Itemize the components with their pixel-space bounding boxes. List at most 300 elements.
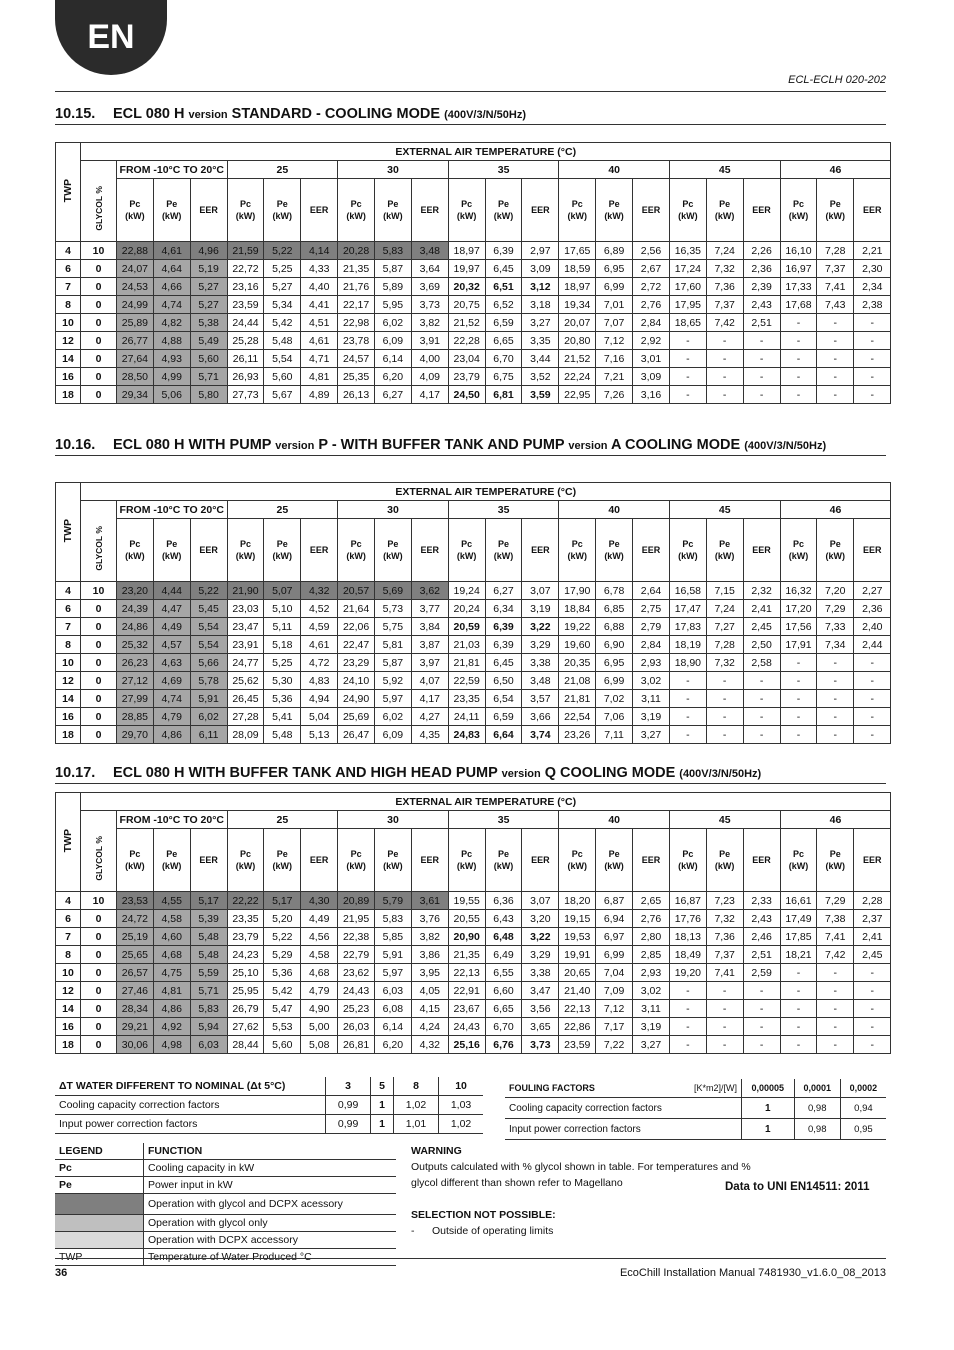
data-cell: 3,73	[522, 1036, 559, 1054]
data-cell: 3,84	[411, 618, 448, 636]
data-cell: 5,36	[264, 690, 301, 708]
data-cell: 4,81	[301, 368, 338, 386]
data-cell: 5,22	[190, 582, 227, 600]
data-cell: -	[854, 1018, 891, 1036]
data-cell: -	[854, 982, 891, 1000]
data-cell: 5,34	[264, 296, 301, 314]
data-cell: 5,27	[264, 278, 301, 296]
data-cell: 6,02	[190, 708, 227, 726]
data-cell: 5,11	[264, 618, 301, 636]
data-cell: -	[780, 654, 817, 672]
data-cell: 6,99	[596, 946, 633, 964]
pc-header	[117, 519, 154, 582]
data-cell: -	[706, 672, 743, 690]
unit-label: (kW)	[567, 211, 588, 221]
glycol-value: 10	[81, 892, 117, 910]
dt-cell: 1,02	[393, 1096, 438, 1115]
unit-label: (kW)	[788, 211, 809, 221]
data-cell: 18,97	[559, 278, 596, 296]
dt-header-3: 3	[326, 1077, 371, 1096]
data-cell: 24,83	[448, 726, 485, 744]
twp-value: 14	[56, 1000, 81, 1018]
glycol-value: 0	[81, 910, 117, 928]
data-cell: -	[854, 654, 891, 672]
external-air-header: EXTERNAL AIR TEMPERATURE (°C)	[81, 483, 891, 501]
data-cell: 20,28	[338, 242, 375, 260]
data-cell: 2,85	[632, 946, 669, 964]
data-cell: 5,75	[374, 618, 411, 636]
data-cell: 4,59	[301, 618, 338, 636]
data-row	[56, 368, 891, 386]
data-cell: -	[780, 386, 817, 404]
data-row	[56, 1018, 891, 1036]
temp-header: 40	[559, 501, 670, 519]
data-cell: 6,11	[190, 726, 227, 744]
pe-label: Pe	[497, 539, 509, 549]
temp-header: 25	[227, 811, 338, 829]
data-cell: 2,45	[854, 946, 891, 964]
data-cell: 3,38	[522, 964, 559, 982]
data-cell: -	[780, 1000, 817, 1018]
twp-label: TWP	[62, 828, 74, 853]
pe-header	[485, 829, 522, 892]
pe-label: Pe	[829, 539, 841, 549]
data-cell: 2,92	[632, 332, 669, 350]
unit-label: (kW)	[825, 211, 845, 221]
data-cell: 22,79	[338, 946, 375, 964]
fouling-cell: 0,98	[794, 1098, 840, 1119]
pc-label: Pc	[792, 199, 804, 209]
eer-header: EER	[522, 179, 559, 242]
data-cell: 18,13	[669, 928, 706, 946]
pe-header	[706, 179, 743, 242]
eer-header: EER	[743, 519, 780, 582]
twp-value: 14	[56, 690, 81, 708]
section-number: 10.15.	[55, 106, 96, 122]
unit-label: (kW)	[125, 551, 145, 561]
data-cell: 5,10	[264, 600, 301, 618]
pe-header	[706, 829, 743, 892]
data-cell: 5,60	[190, 350, 227, 368]
data-cell: 2,36	[854, 600, 891, 618]
dt-header-8: 8	[393, 1077, 438, 1096]
data-cell: 5,60	[264, 368, 301, 386]
twp-value: 7	[56, 278, 81, 296]
data-cell: 2,50	[743, 636, 780, 654]
data-cell: -	[780, 350, 817, 368]
data-cell: 4,86	[153, 726, 190, 744]
data-cell: 16,87	[669, 892, 706, 910]
data-row	[56, 982, 891, 1000]
unit-label: (kW)	[825, 551, 845, 561]
twp-header	[56, 143, 81, 242]
data-cell: -	[669, 726, 706, 744]
data-cell: 18,19	[669, 636, 706, 654]
data-cell: 2,43	[743, 296, 780, 314]
pc-header	[227, 519, 264, 582]
data-cell: 5,36	[264, 964, 301, 982]
data-cell: 23,35	[448, 690, 485, 708]
unit-label: (kW)	[125, 861, 145, 871]
glycol-value: 0	[81, 928, 117, 946]
pc-header	[669, 179, 706, 242]
data-cell: 5,47	[264, 1000, 301, 1018]
range-header: FROM -10°C TO 20°C	[117, 161, 228, 179]
data-cell: 3,48	[411, 242, 448, 260]
data-cell: 20,89	[338, 892, 375, 910]
data-cell: 22,91	[448, 982, 485, 1000]
data-cell: 26,23	[117, 654, 154, 672]
data-cell: 6,81	[485, 386, 522, 404]
eer-header: EER	[632, 829, 669, 892]
data-cell: 25,89	[117, 314, 154, 332]
data-cell: 4,35	[411, 726, 448, 744]
data-cell: 5,71	[190, 982, 227, 1000]
data-cell: 3,73	[411, 296, 448, 314]
data-cell: 3,91	[411, 332, 448, 350]
data-cell: 4,09	[411, 368, 448, 386]
data-cell: -	[669, 350, 706, 368]
data-cell: 2,30	[854, 260, 891, 278]
section-title-part: (400V/3/N/50Hz)	[744, 440, 827, 452]
data-cell: -	[854, 726, 891, 744]
data-cell: 3,82	[411, 928, 448, 946]
data-cell: -	[780, 332, 817, 350]
data-cell: -	[706, 350, 743, 368]
twp-value: 10	[56, 654, 81, 672]
glycol-value: 0	[81, 368, 117, 386]
legend-text: Operation with DCPX accessory	[144, 1232, 397, 1249]
pc-label: Pc	[792, 539, 804, 549]
data-cell: 4,05	[411, 982, 448, 1000]
unit-label: (kW)	[161, 861, 182, 871]
data-cell: 4,92	[153, 1018, 190, 1036]
data-cell: 3,77	[411, 600, 448, 618]
fouling-header-unit: [K*m2]/[W]	[663, 1079, 742, 1098]
data-cell: 20,90	[448, 928, 485, 946]
pe-header	[817, 179, 854, 242]
dt-cell: 0,99	[326, 1115, 371, 1134]
data-cell: 6,55	[485, 964, 522, 982]
data-cell: 7,37	[706, 946, 743, 964]
data-cell: 6,89	[596, 242, 633, 260]
percent-label: %	[93, 185, 104, 194]
data-cell: 5,80	[190, 386, 227, 404]
unit-label: (kW)	[493, 551, 514, 561]
data-cell: -	[817, 690, 854, 708]
data-cell: 5,39	[190, 910, 227, 928]
pe-label: Pe	[719, 199, 731, 209]
data-cell: 3,66	[522, 708, 559, 726]
data-cell: 19,15	[559, 910, 596, 928]
data-cell: 7,24	[706, 600, 743, 618]
data-cell: 2,38	[854, 296, 891, 314]
data-cell: 27,62	[227, 1018, 264, 1036]
twp-header	[56, 483, 81, 582]
twp-value: 12	[56, 672, 81, 690]
pc-header	[338, 519, 375, 582]
data-cell: 3,29	[522, 636, 559, 654]
data-cell: 6,45	[485, 654, 522, 672]
data-cell: -	[854, 672, 891, 690]
section-title-part: Q COOLING MODE	[540, 765, 680, 781]
data-cell: -	[780, 368, 817, 386]
data-cell: 5,66	[190, 654, 227, 672]
warning-text-2: glycol different than shown refer to Magellano	[411, 1177, 623, 1189]
temp-header: 46	[780, 161, 891, 179]
data-cell: 21,35	[338, 260, 375, 278]
glycol-value: 0	[81, 350, 117, 368]
data-cell: 5,17	[190, 892, 227, 910]
data-cell: 22,72	[227, 260, 264, 278]
legend-row	[55, 1194, 396, 1215]
data-cell: 19,55	[448, 892, 485, 910]
data-cell: -	[706, 1036, 743, 1054]
data-cell: 6,70	[485, 350, 522, 368]
data-cell: 22,38	[338, 928, 375, 946]
data-cell: 4,27	[411, 708, 448, 726]
legend-swatch-mid	[55, 1215, 144, 1232]
data-row	[56, 708, 891, 726]
data-cell: 4,58	[301, 946, 338, 964]
twp-value: 10	[56, 314, 81, 332]
data-cell: 7,36	[706, 928, 743, 946]
data-cell: 7,41	[817, 278, 854, 296]
data-cell: 4,98	[153, 1036, 190, 1054]
data-cell: 20,59	[448, 618, 485, 636]
data-cell: 17,60	[669, 278, 706, 296]
data-cell: 3,29	[522, 946, 559, 964]
data-cell: 3,47	[522, 982, 559, 1000]
data-cell: 5,27	[190, 296, 227, 314]
data-cell: 25,65	[117, 946, 154, 964]
data-cell: 21,03	[448, 636, 485, 654]
data-cell: 4,49	[153, 618, 190, 636]
data-cell: 19,22	[559, 618, 596, 636]
data-cell: 4,61	[153, 242, 190, 260]
data-cell: 7,21	[596, 368, 633, 386]
data-cell: 2,41	[854, 928, 891, 946]
temp-header: 45	[669, 811, 780, 829]
data-cell: -	[743, 332, 780, 350]
twp-value: 6	[56, 260, 81, 278]
glycol-value: 0	[81, 260, 117, 278]
eer-header: EER	[301, 179, 338, 242]
data-cell: 17,20	[780, 600, 817, 618]
data-cell: 2,93	[632, 654, 669, 672]
data-cell: 20,55	[448, 910, 485, 928]
data-cell: 3,52	[522, 368, 559, 386]
data-cell: 6,65	[485, 1000, 522, 1018]
data-cell: 2,75	[632, 600, 669, 618]
fouling-header-2: 0,0001	[794, 1079, 840, 1098]
data-cell: 5,91	[374, 946, 411, 964]
data-cell: 23,67	[448, 1000, 485, 1018]
data-cell: 3,59	[522, 386, 559, 404]
data-cell: 3,07	[522, 582, 559, 600]
data-cell: 7,17	[596, 1018, 633, 1036]
data-cell: -	[706, 386, 743, 404]
data-cell: 22,98	[338, 314, 375, 332]
unit-label: (kW)	[161, 211, 182, 221]
data-cell: 7,06	[596, 708, 633, 726]
glycol-value: 0	[81, 296, 117, 314]
data-cell: 21,81	[448, 654, 485, 672]
data-cell: 19,53	[559, 928, 596, 946]
data-cell: 5,87	[374, 654, 411, 672]
eer-header: EER	[632, 179, 669, 242]
performance-table	[55, 792, 891, 1054]
data-cell: -	[706, 982, 743, 1000]
twp-value: 4	[56, 242, 81, 260]
data-cell: 3,11	[632, 690, 669, 708]
data-cell: 3,18	[522, 296, 559, 314]
legend-row	[55, 1232, 396, 1249]
data-cell: 3,19	[522, 600, 559, 618]
pe-label: Pe	[497, 849, 509, 859]
data-cell: 2,40	[854, 618, 891, 636]
data-cell: 6,95	[596, 260, 633, 278]
data-cell: 7,16	[596, 350, 633, 368]
range-header: FROM -10°C TO 20°C	[117, 811, 228, 829]
data-cell: 3,57	[522, 690, 559, 708]
data-cell: 7,41	[817, 928, 854, 946]
data-cell: 23,91	[227, 636, 264, 654]
data-cell: 27,73	[227, 386, 264, 404]
dt-cell: 1,03	[439, 1096, 483, 1115]
data-cell: 21,52	[448, 314, 485, 332]
pe-header	[264, 519, 301, 582]
data-cell: 7,43	[817, 296, 854, 314]
data-cell: 7,41	[706, 964, 743, 982]
data-cell: 4,17	[411, 386, 448, 404]
footer-rule	[55, 1258, 886, 1259]
eer-header: EER	[743, 179, 780, 242]
twp-value: 8	[56, 296, 81, 314]
data-cell: 6,45	[485, 260, 522, 278]
data-cell: 4,86	[153, 1000, 190, 1018]
data-cell: 5,83	[374, 910, 411, 928]
unit-label: (kW)	[346, 861, 366, 871]
data-cell: 4,69	[153, 672, 190, 690]
unit-label: (kW)	[678, 551, 698, 561]
data-cell: 5,25	[264, 260, 301, 278]
fouling-row	[505, 1119, 886, 1140]
data-cell: 17,83	[669, 618, 706, 636]
data-cell: 26,45	[227, 690, 264, 708]
data-cell: 16,97	[780, 260, 817, 278]
data-cell: 17,95	[669, 296, 706, 314]
data-cell: 3,22	[522, 928, 559, 946]
data-cell: 17,33	[780, 278, 817, 296]
data-cell: -	[817, 982, 854, 1000]
data-cell: 3,09	[632, 368, 669, 386]
data-cell: 3,22	[522, 618, 559, 636]
data-cell: 4,71	[301, 350, 338, 368]
pe-label: Pe	[829, 849, 841, 859]
data-cell: -	[780, 726, 817, 744]
glycol-value: 0	[81, 386, 117, 404]
data-cell: 5,92	[374, 672, 411, 690]
blank-cell	[81, 161, 117, 179]
data-cell: 4,60	[153, 928, 190, 946]
data-cell: 19,20	[669, 964, 706, 982]
data-cell: -	[743, 1036, 780, 1054]
twp-value: 18	[56, 726, 81, 744]
eer-header: EER	[522, 829, 559, 892]
data-cell: 6,90	[596, 636, 633, 654]
data-row	[56, 350, 891, 368]
data-cell: 3,38	[522, 654, 559, 672]
data-cell: 6,95	[596, 654, 633, 672]
data-cell: 24,44	[227, 314, 264, 332]
data-cell: 4,17	[411, 690, 448, 708]
section-title-part: STANDARD - COOLING MODE	[227, 106, 445, 122]
data-cell: 5,17	[264, 892, 301, 910]
range-header: FROM -10°C TO 20°C	[117, 501, 228, 519]
data-cell: 6,94	[596, 910, 633, 928]
data-cell: 7,42	[817, 946, 854, 964]
data-cell: -	[706, 726, 743, 744]
eer-header: EER	[522, 519, 559, 582]
data-cell: 5,78	[190, 672, 227, 690]
data-cell: 26,77	[117, 332, 154, 350]
data-cell: 2,41	[743, 600, 780, 618]
data-cell: 7,07	[596, 314, 633, 332]
data-cell: -	[743, 708, 780, 726]
data-cell: 18,49	[669, 946, 706, 964]
data-cell: 4,68	[153, 946, 190, 964]
fouling-row-label: Input power correction factors	[505, 1119, 742, 1140]
data-cell: 2,44	[854, 636, 891, 654]
pe-header	[374, 829, 411, 892]
data-cell: 5,13	[301, 726, 338, 744]
data-cell: 3,16	[632, 386, 669, 404]
pe-header	[596, 519, 633, 582]
data-cell: 5,81	[374, 636, 411, 654]
unit-label: (kW)	[383, 861, 403, 871]
legend-key: TWP	[55, 1249, 144, 1266]
data-cell: -	[669, 690, 706, 708]
data-cell: 6,09	[374, 332, 411, 350]
glycol-value: 0	[81, 332, 117, 350]
data-cell: -	[854, 708, 891, 726]
twp-value: 18	[56, 386, 81, 404]
dt-header-10: 10	[439, 1077, 483, 1096]
data-cell: 3,35	[522, 332, 559, 350]
twp-value: 16	[56, 708, 81, 726]
data-cell: -	[854, 368, 891, 386]
data-cell: 2,32	[743, 582, 780, 600]
data-cell: 6,48	[485, 928, 522, 946]
data-cell: 3,69	[411, 278, 448, 296]
data-cell: 6,08	[374, 1000, 411, 1018]
data-cell: 7,26	[596, 386, 633, 404]
data-cell: 5,06	[153, 386, 190, 404]
data-cell: 4,75	[153, 964, 190, 982]
blank-cell	[81, 501, 117, 519]
pe-header	[264, 829, 301, 892]
pc-header	[559, 179, 596, 242]
dt-row-label: Input power correction factors	[55, 1115, 326, 1134]
data-cell: -	[743, 672, 780, 690]
data-cell: 3,86	[411, 946, 448, 964]
data-cell: 4,24	[411, 1018, 448, 1036]
pc-label: Pc	[682, 849, 694, 859]
pc-label: Pc	[682, 539, 694, 549]
data-cell: 7,04	[596, 964, 633, 982]
data-cell: 4,30	[301, 892, 338, 910]
